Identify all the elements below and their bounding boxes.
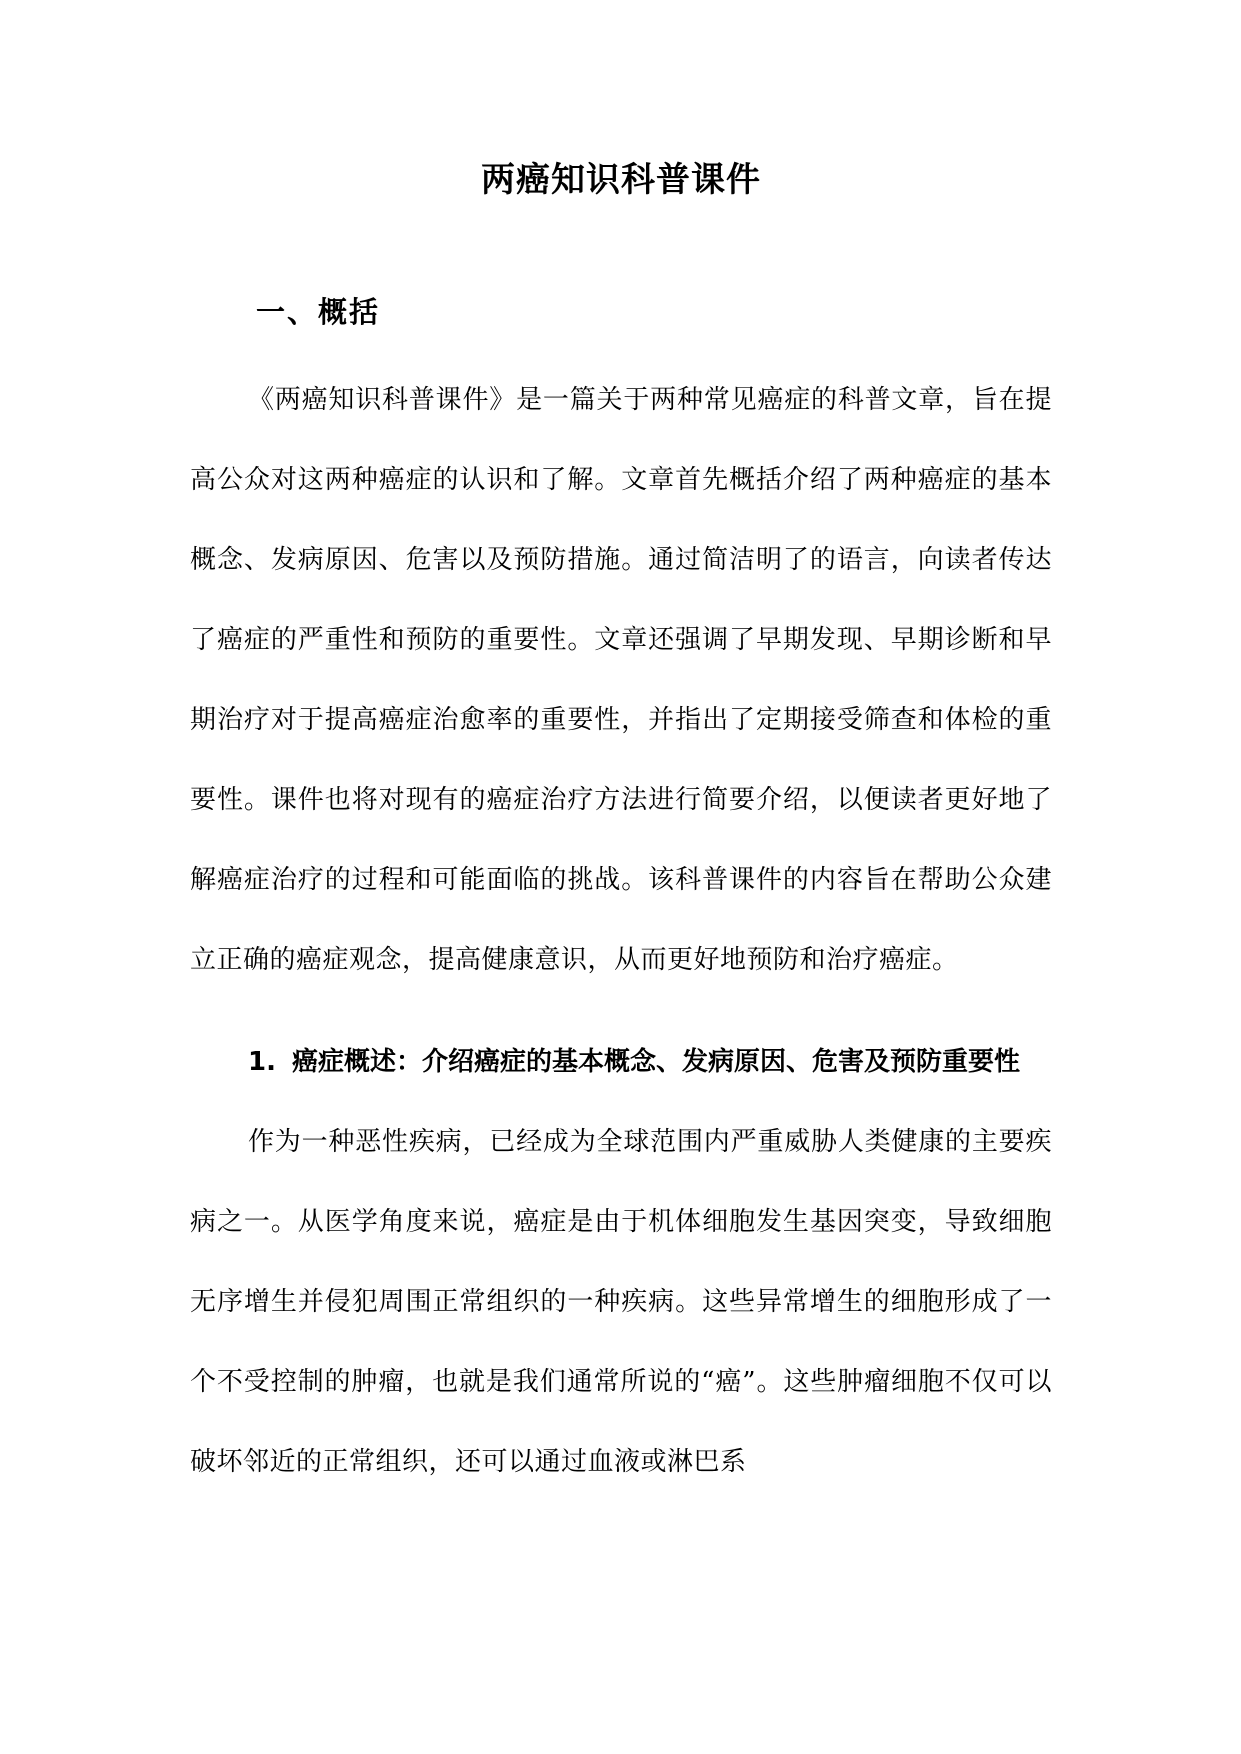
section-heading-overview: 一、概括: [256, 295, 381, 329]
subsection-heading: [190, 1022, 1052, 1102]
subsection-number: 1.: [248, 1047, 276, 1077]
document-title: 两癌知识科普课件: [481, 160, 761, 200]
cancer-overview-paragraph: 作为一种恶性疾病，已经成为全球范围内严重威胁人类健康的主要疾病之一。从医学角度来说，癌症是由于机体细胞发生基因突变，导致细胞无序增生并侵犯周围正常组织的一种疾病。这些异常增生的细胞形成了一个不受控制的肿瘤，也就是我们通常所说的“癌”。这些肿瘤细胞不仅可以破坏邻近的正常组织，还可以通过血液或淋巴系: [190, 1127, 1052, 1477]
subsection-heading-text: 癌症概述：介绍癌症的基本概念、发病原因、危害及预防重要性: [291, 1047, 1020, 1077]
overview-paragraph: 《两癌知识科普课件》是一篇关于两种常见癌症的科普文章，旨在提高公众对这两种癌症的认识和了解。文章首先概括介绍了两种癌症的基本概念、发病原因、危害以及预防措施。通过简洁明了的语言，向读者传达了癌症的严重性和预防的重要性。文章还强调了早期发现、早期诊断和早期治疗对于提高癌症治愈率的重要性，并指出了定期接受筛查和体检的重要性。课件也将对现有的癌症治疗方法进行简要介绍，以便读者更好地了解癌症治疗的过程和可能面临的挑战。该科普课件的内容旨在帮助公众建立正确的癌症观念，提高健康意识，从而更好地预防和治疗癌症。: [190, 385, 1052, 975]
document-body: [190, 120, 1052, 1502]
